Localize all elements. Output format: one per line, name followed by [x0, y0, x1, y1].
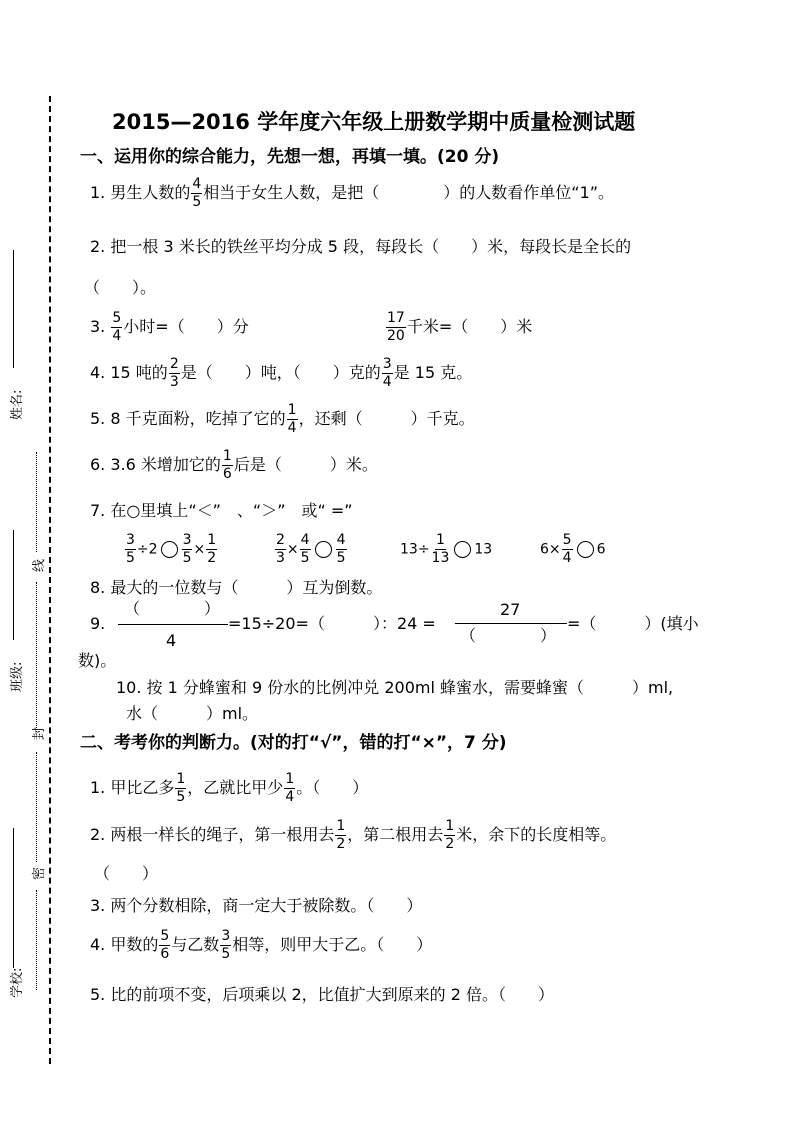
question-2-2-line2: （ ） [94, 864, 159, 883]
q9-middle: =15÷20=（ ）：24 = [228, 614, 436, 633]
fraction: $\frac{1}{4}$ [285, 771, 295, 805]
fraction: $\frac{1}{6}$ [222, 448, 232, 482]
school-label: 学校: [10, 967, 25, 998]
seal-word-close: 密 [32, 866, 47, 880]
fraction: $\frac{1}{4}$ [287, 402, 297, 436]
name-blank-line [13, 250, 14, 368]
question-1-10-line1: 10. 按 1 分蜂蜜和 9 份水的比例冲兑 200ml 蜂蜜水，需要蜂蜜（ ）ml, [116, 678, 674, 697]
question-1-2-line2: （ ）。 [84, 278, 157, 297]
seal-dotted-line [36, 752, 37, 862]
seal-word-seal: 封 [32, 726, 47, 740]
question-1-2-line1: 2. 把一根 3 米长的铁丝平均分成 5 段，每段长（ ）米，每段长是全长的 [90, 237, 632, 256]
fraction: $\frac{5}{6}$ [160, 928, 170, 962]
compare-circle[interactable] [315, 541, 332, 558]
fraction: $\frac{1}{2}$ [445, 818, 455, 852]
page-title: 2015—2016 学年度六年级上册数学期中质量检测试题 [112, 110, 636, 134]
section2-heading: 二、考考你的判断力。(对的打“√”，错的打“×”，7 分) [80, 733, 507, 753]
question-1-3b: $\frac{17}{20}$ 千米=（ ）米 [387, 310, 533, 344]
binding-dashed-line [49, 96, 51, 1064]
section1-heading: 一、运用你的综合能力，先想一想，再填一填。(20 分) [80, 147, 500, 167]
fraction: $\frac{2}{3}$ [169, 356, 179, 390]
question-1-8: 8. 最大的一位数与（ ）互为倒数。 [90, 578, 383, 597]
seal-dotted-line [36, 890, 37, 990]
question-1-4: 4. 15 吨的 $\frac{2}{3}$ 是（ ）吨，（ ）克的 $\frac{3}{4}$ 是 15 克。 [90, 356, 473, 390]
fraction: $\frac{1}{5}$ [176, 771, 186, 805]
q9-top-blank[interactable]: （ ） [124, 599, 221, 618]
fraction: $\frac{1}{2}$ [336, 818, 346, 852]
question-2-2: 2. 两根一样长的绳子，第一根用去 $\frac{1}{2}$ ，第二根用去 $\frac{1}{2}$ 米，余下的长度相等。 [90, 818, 617, 852]
question-1-9-num: 9. [90, 614, 106, 633]
question-1-10-line2: 水（ ）ml。 [126, 704, 259, 723]
compare-expr-3: 13÷ $\frac{1}{13}$ 13 [400, 532, 493, 566]
fraction: $\frac{3}{5}$ [221, 928, 231, 962]
question-1-6: 6. 3.6 米增加它的 $\frac{1}{6}$ 后是（ ）米。 [90, 448, 378, 482]
compare-circle[interactable] [454, 541, 471, 558]
name-label: 姓名: [10, 389, 25, 420]
seal-dotted-line [36, 582, 37, 732]
class-blank-line [13, 530, 14, 640]
seal-word-line: 线 [32, 558, 47, 572]
compare-expr-1: $\frac{3}{5}$ ÷2 $\frac{3}{5}$ × $\frac{1}{2}$ [126, 532, 217, 566]
compare-expr-4: 6× $\frac{5}{4}$ 6 [540, 532, 606, 566]
q9-fraction-bar [455, 623, 567, 624]
question-2-4: 4. 甲数的 $\frac{5}{6}$ 与乙数 $\frac{3}{5}$ 相等，则甲大于乙。（ ） [90, 928, 433, 962]
school-blank-line [13, 828, 14, 968]
q9-denominator: 4 [166, 631, 177, 650]
fraction: $\frac{4}{5}$ [192, 176, 202, 210]
fraction: $\frac{3}{4}$ [382, 356, 392, 390]
question-1-3a: 3. $\frac{5}{4}$ 小时=（ ）分 [90, 310, 249, 344]
question-1-5: 5. 8 千克面粉，吃掉了它的 $\frac{1}{4}$ ，还剩（ ）千克。 [90, 402, 475, 436]
question-2-1: 1. 甲比乙多 $\frac{1}{5}$ ，乙就比甲少 $\frac{1}{4}$ 。（ ） [90, 771, 369, 805]
fraction: $\frac{17}{20}$ [387, 310, 405, 344]
q9-numerator-27: 27 [500, 600, 521, 619]
q9-line2: 数)。 [78, 651, 117, 670]
question-2-3: 3. 两个分数相除，商一定大于被除数。（ ） [90, 896, 423, 915]
fraction: $\frac{5}{4}$ [112, 310, 122, 344]
seal-dotted-line [36, 452, 37, 552]
compare-circle[interactable] [577, 541, 594, 558]
question-1-7: 7. 在○里填上“＜” 、“＞” 或“ =” [90, 501, 353, 520]
compare-circle[interactable] [161, 541, 178, 558]
compare-expr-2: $\frac{2}{3}$ × $\frac{4}{5}$ $\frac{4}{5}$ [276, 532, 346, 566]
question-1-1: 1. 男生人数的 $\frac{4}{5}$ 相当于女生人数，是把（ ）的人数看作单位“1”。 [90, 176, 615, 210]
class-label: 班级: [10, 661, 25, 692]
q9-end: =（ ）(填小 [567, 614, 699, 633]
question-2-5: 5. 比的前项不变，后项乘以 2，比值扩大到原来的 2 倍。（ ） [90, 985, 554, 1004]
q9-fraction-bar [118, 624, 228, 625]
q9-bottom-blank[interactable]: （ ） [460, 626, 557, 645]
